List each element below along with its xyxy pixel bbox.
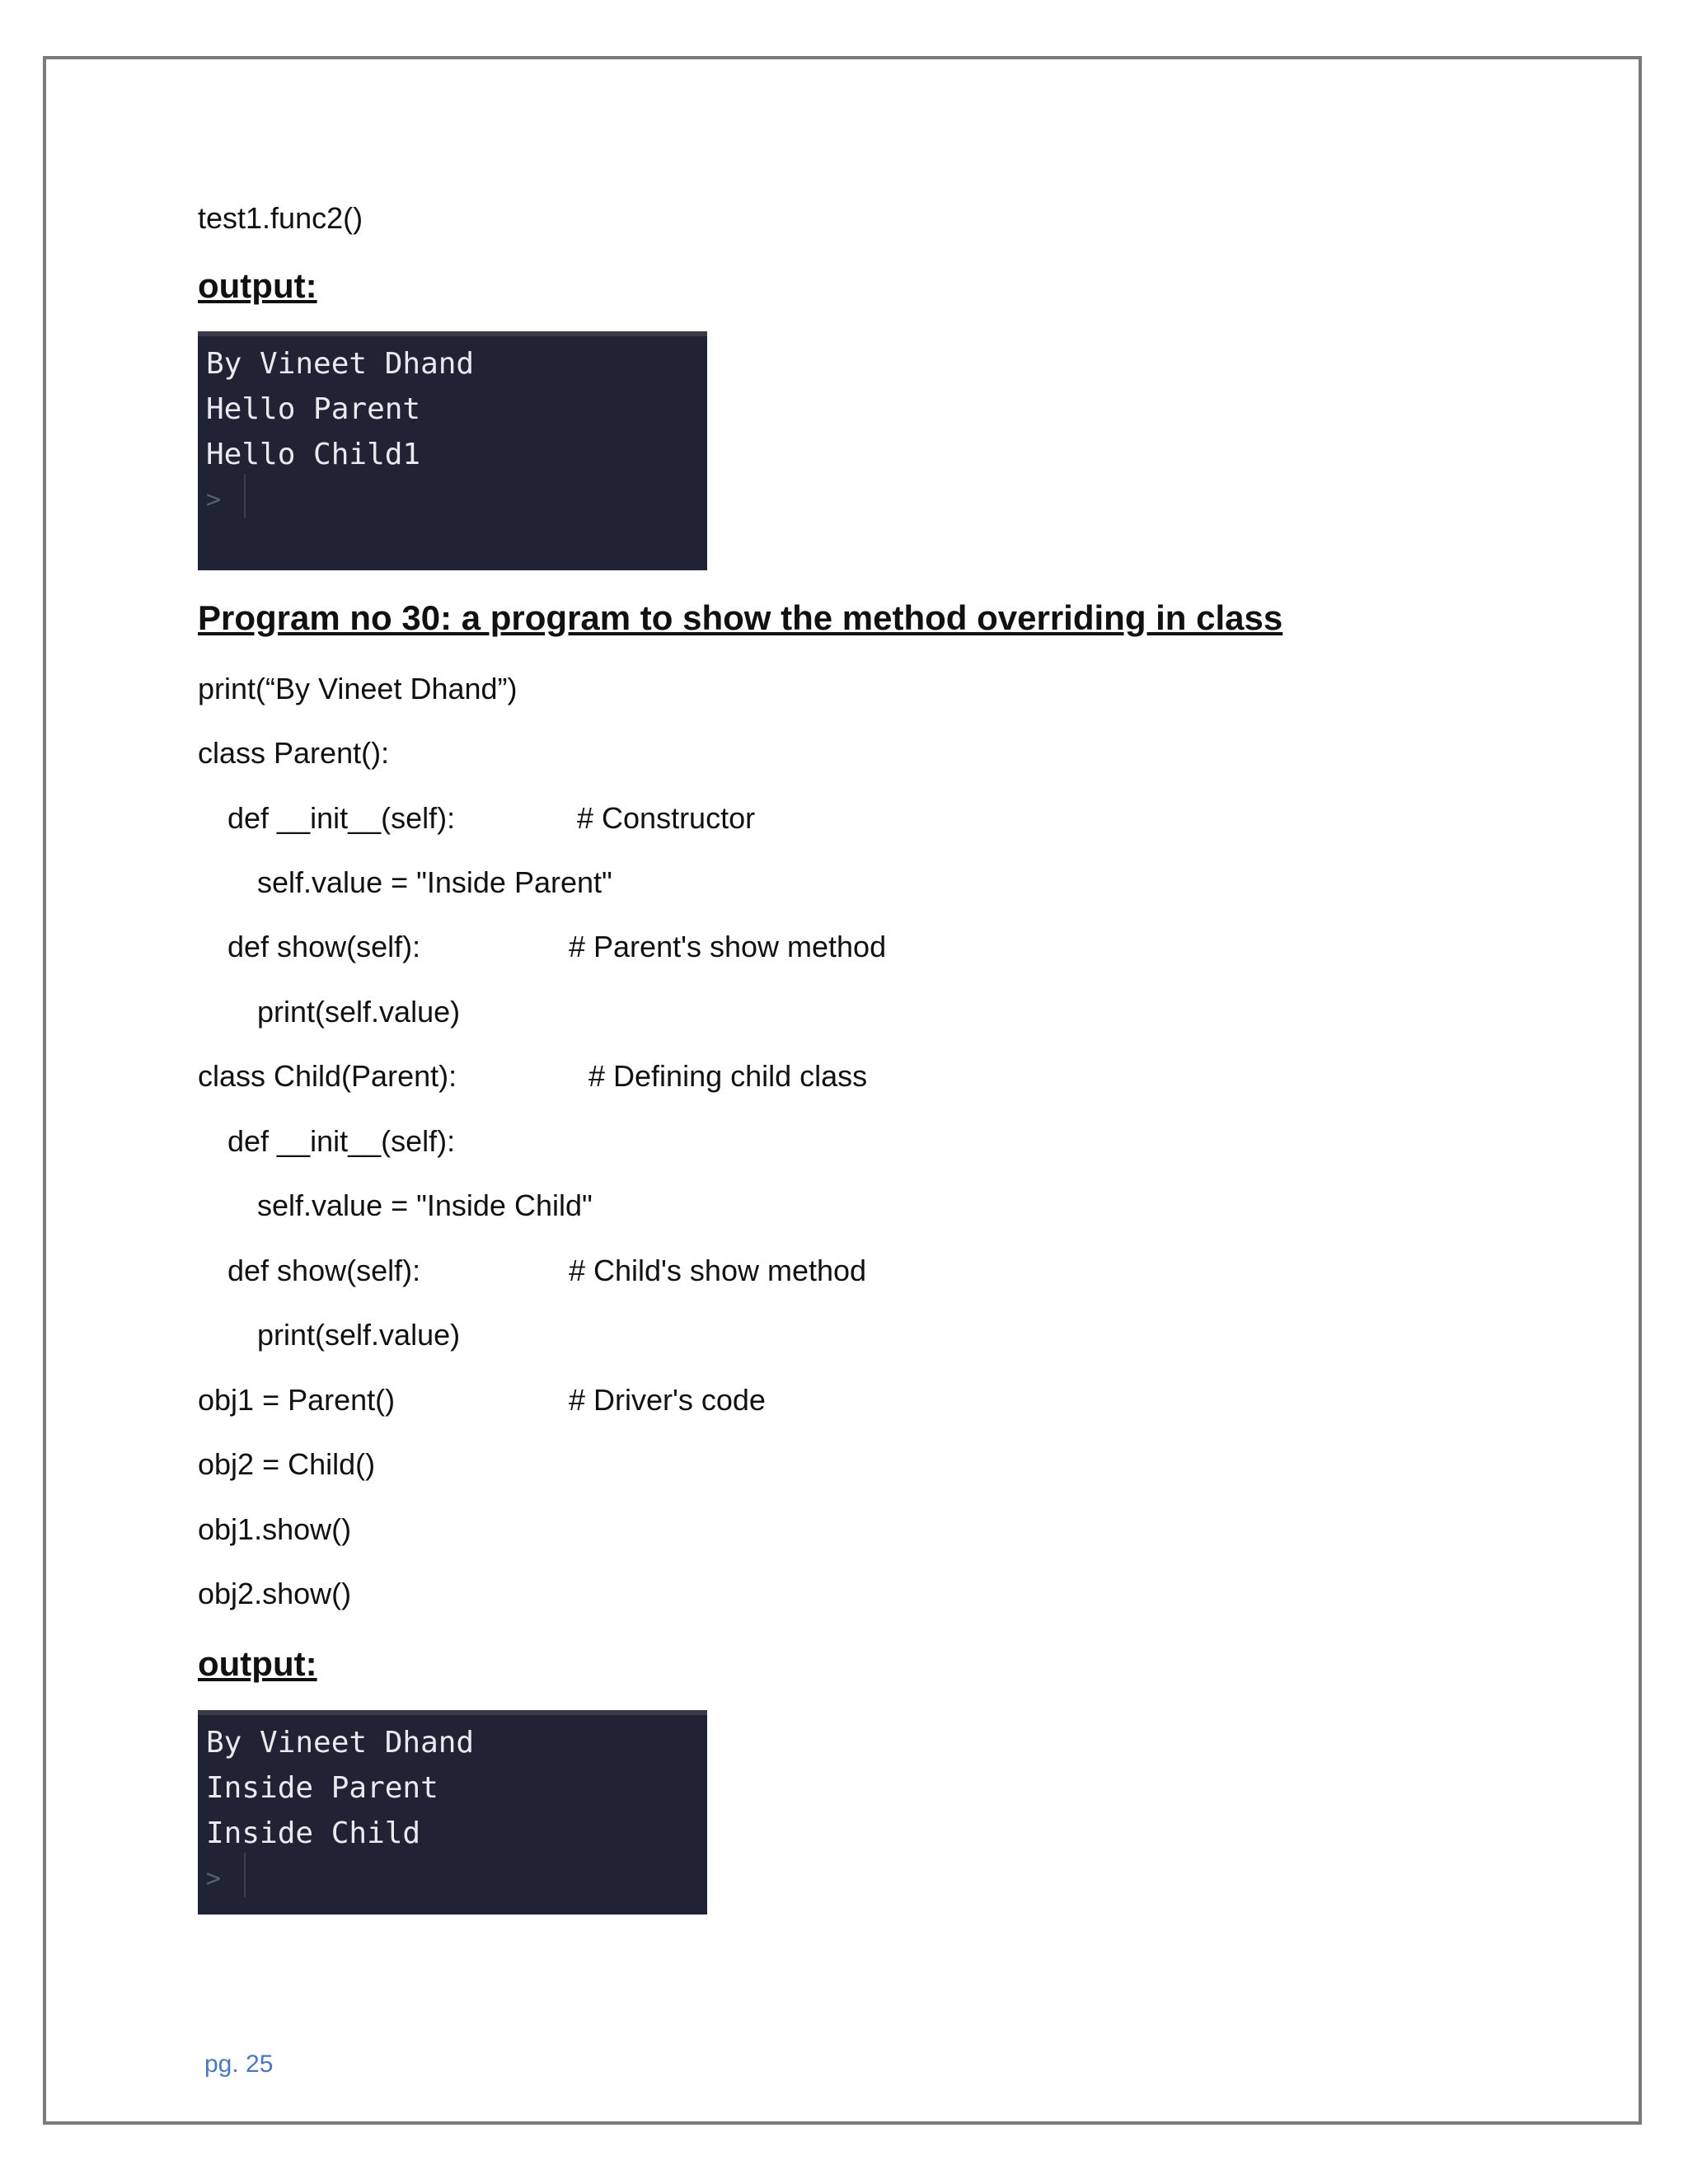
code-line: self.value = "Inside Child" bbox=[257, 1188, 593, 1222]
program-heading: Program no 30: a program to show the method overriding in class bbox=[198, 598, 1283, 637]
code-comment: # Child's show method bbox=[569, 1254, 867, 1287]
console-line: Hello Parent bbox=[206, 392, 421, 426]
prompt-symbol: > bbox=[206, 1864, 222, 1893]
console-prompt bbox=[206, 477, 707, 523]
cursor-caret bbox=[244, 474, 246, 518]
cursor-caret bbox=[244, 1853, 246, 1897]
code-comment: # Driver's code bbox=[569, 1383, 766, 1417]
code-line: print(self.value) bbox=[257, 995, 461, 1029]
code-line: def show(self): bbox=[227, 1254, 421, 1287]
console-line: Inside Child bbox=[206, 1816, 421, 1850]
code-line: def __init__(self): bbox=[227, 801, 456, 835]
code-comment: # Defining child class bbox=[588, 1059, 868, 1093]
output-label: output: bbox=[198, 1644, 317, 1683]
console-prompt bbox=[206, 1856, 707, 1901]
console-line: By Vineet Dhand bbox=[206, 347, 475, 381]
prompt-symbol: > bbox=[206, 485, 222, 514]
code-line: obj2 = Child() bbox=[198, 1447, 376, 1481]
code-line: print(self.value) bbox=[257, 1318, 461, 1352]
console-output-2 bbox=[198, 1710, 707, 1915]
code-line: obj1 = Parent() bbox=[198, 1383, 396, 1417]
output-label: output: bbox=[198, 266, 317, 305]
code-line: def show(self): bbox=[227, 930, 421, 963]
page-number: pg. 25 bbox=[204, 2050, 274, 2078]
console-output-1 bbox=[198, 331, 707, 570]
code-line: obj2.show() bbox=[198, 1577, 352, 1610]
code-line: print(“By Vineet Dhand”) bbox=[198, 672, 518, 705]
console-line: Hello Child1 bbox=[206, 438, 421, 471]
console-line: Inside Parent bbox=[206, 1771, 438, 1805]
code-line: obj1.show() bbox=[198, 1512, 352, 1546]
console-line: By Vineet Dhand bbox=[206, 1726, 475, 1760]
code-comment: # Constructor bbox=[577, 801, 756, 835]
code-line: class Child(Parent): bbox=[198, 1059, 457, 1093]
code-line: self.value = "Inside Parent" bbox=[257, 865, 612, 899]
code-line-test1-func2: test1.func2() bbox=[198, 201, 363, 235]
code-line: def __init__(self): bbox=[227, 1124, 456, 1158]
code-line: class Parent(): bbox=[198, 736, 390, 770]
code-comment: # Parent's show method bbox=[569, 930, 887, 963]
